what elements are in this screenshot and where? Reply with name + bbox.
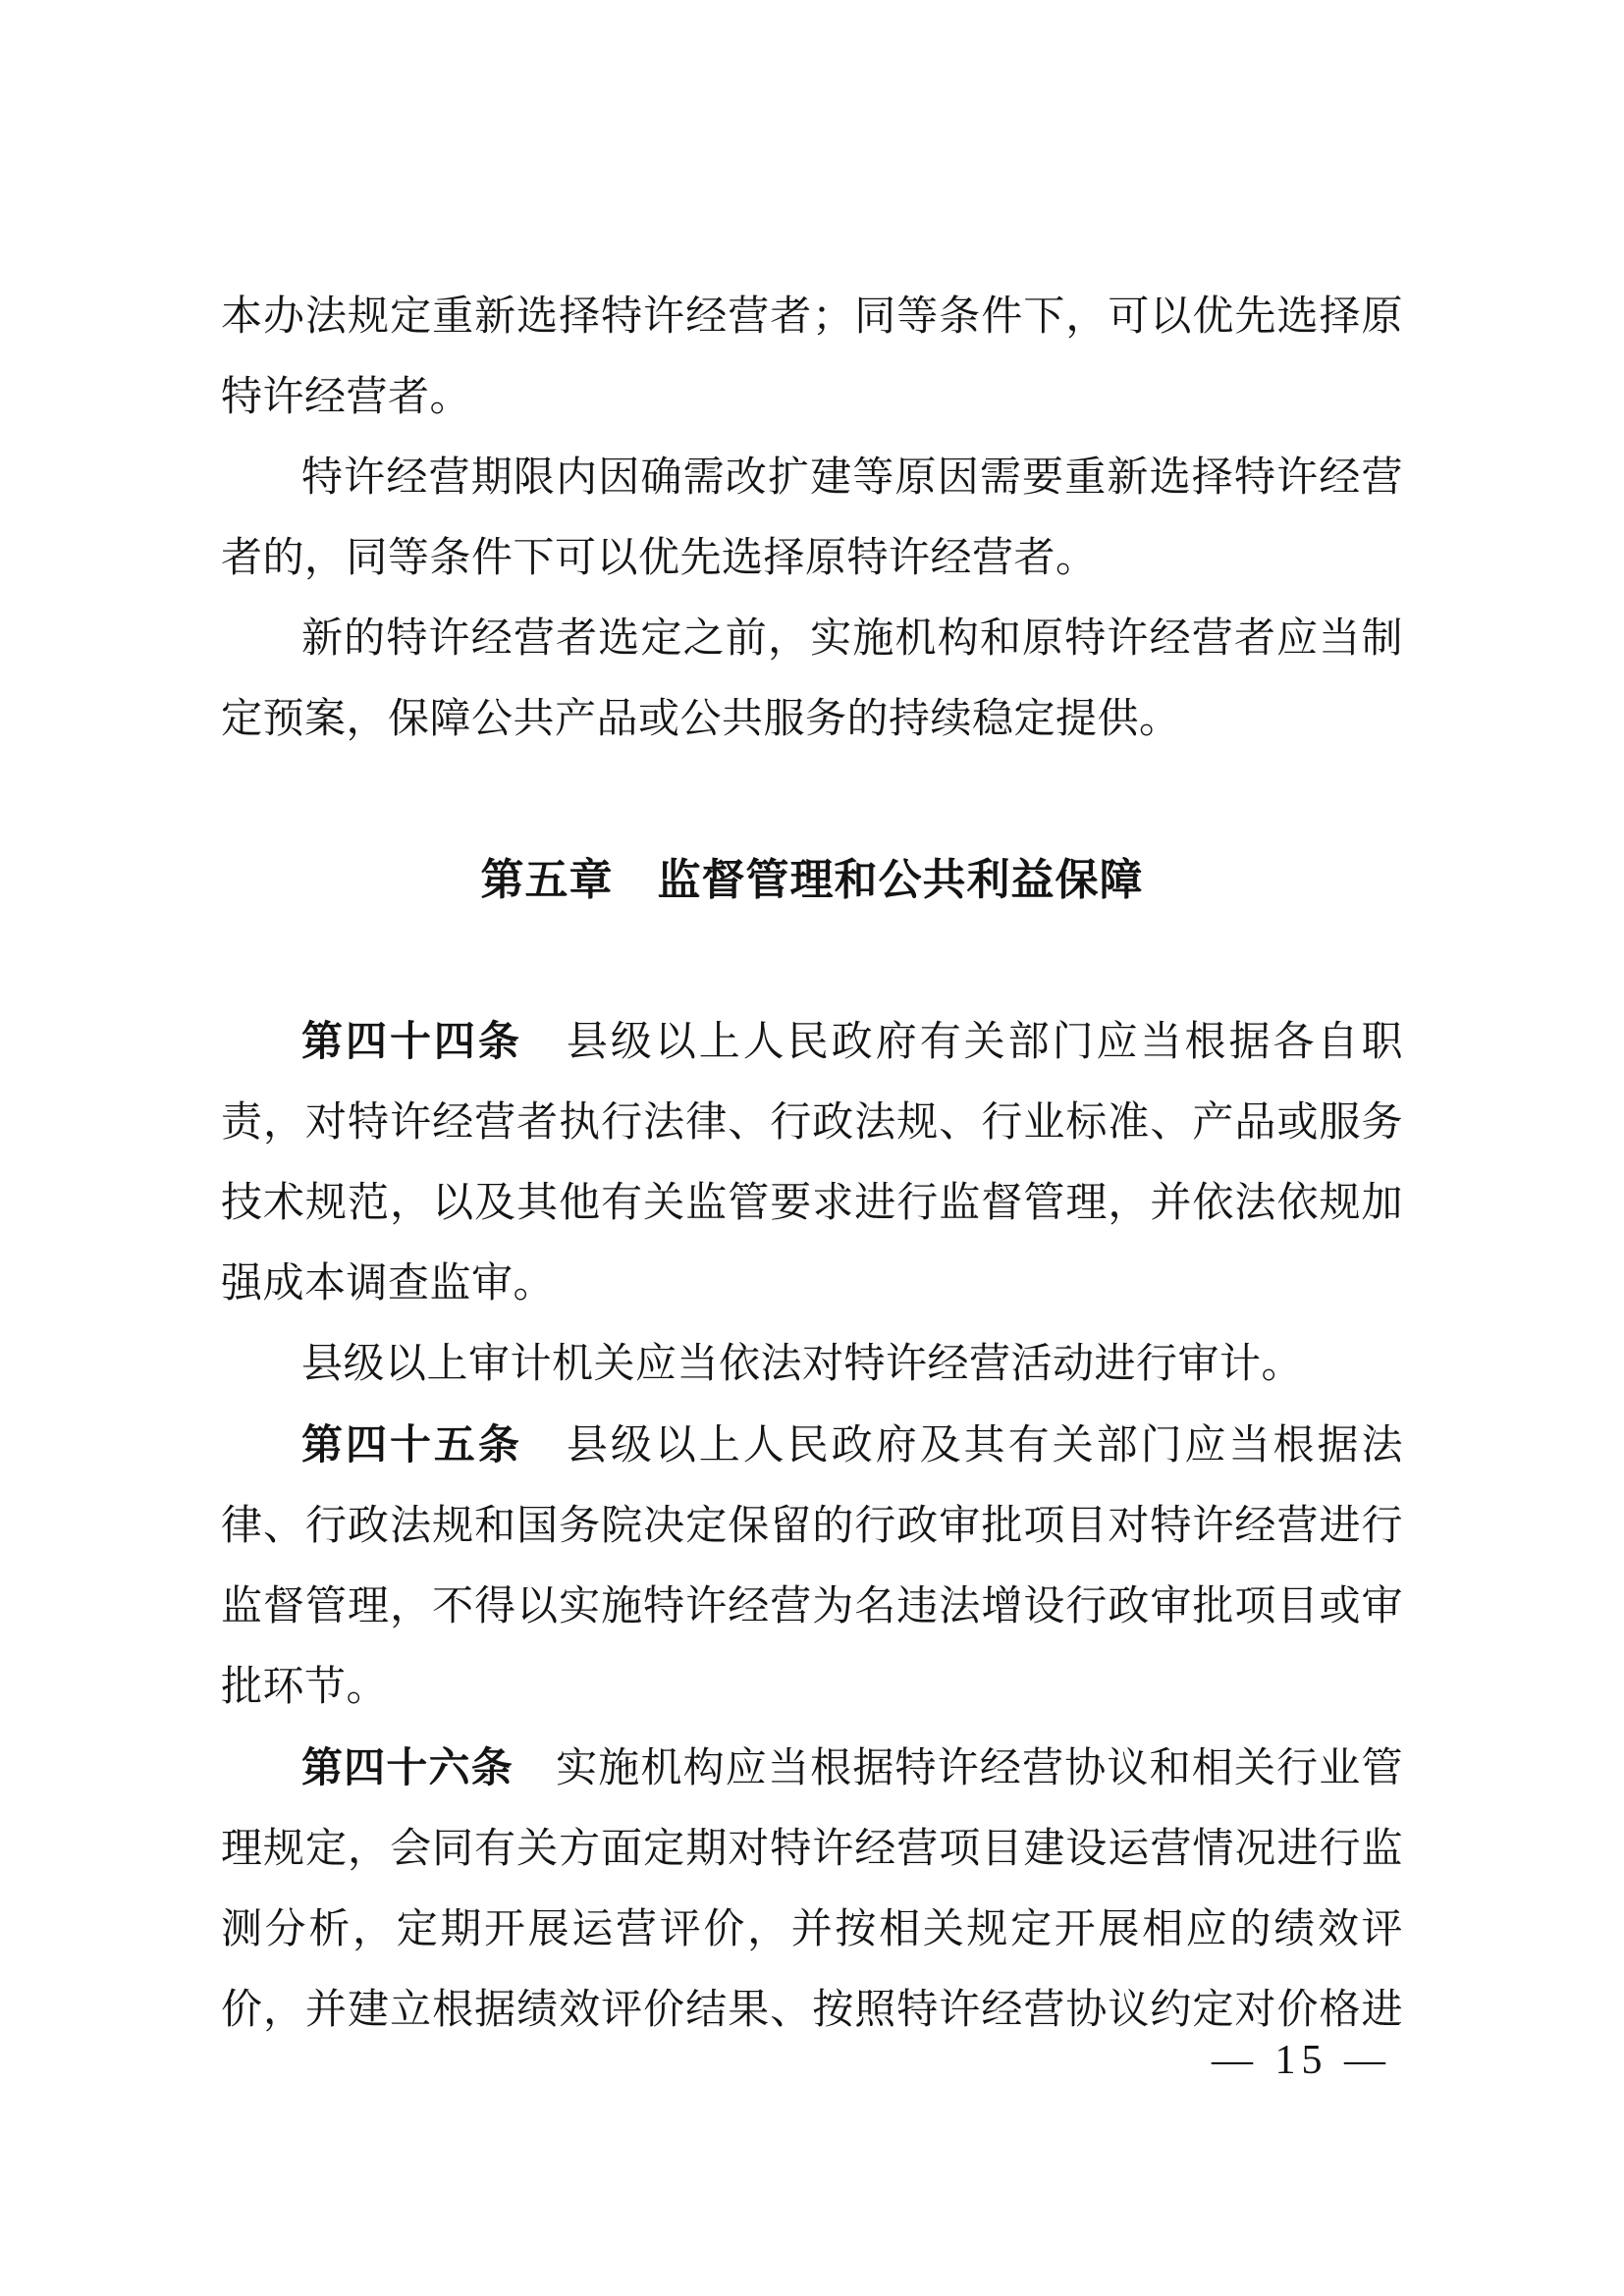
text-line [221, 1405, 1403, 1486]
text-run: 县级以上审计机关应当依法对特许经营活动进行审计。 [301, 1342, 1304, 1387]
text-line [221, 1486, 1403, 1567]
text-run: 强成本调查监审。 [221, 1261, 556, 1307]
document-body [221, 277, 1403, 2051]
text-line [221, 1244, 1403, 1324]
text-run: 新的特许经营者选定之前，实施机构和原特许经营者应当制 [301, 616, 1403, 662]
text-line [221, 1163, 1403, 1244]
text-line [221, 1809, 1403, 1890]
text-line [221, 599, 1403, 679]
text-line [221, 1647, 1403, 1728]
text-run: 测分析，定期开展运营评价，并按相关规定开展相应的绩效评 [221, 1907, 1403, 1952]
text-run: 价，并建立根据绩效评价结果、按照特许经营协议约定对价格进 [221, 1988, 1403, 2033]
text-run: 理规定，会同有关方面定期对特许经营项目建设运营情况进行监 [221, 1827, 1403, 1872]
text-run: 者的，同等条件下可以优先选择原特许经营者。 [221, 536, 1098, 581]
text-line [221, 1083, 1403, 1163]
text-run: 特许经营期限内因确需改扩建等原因需要重新选择特许经营 [301, 455, 1403, 501]
text-run: 本办法规定重新选择特许经营者；同等条件下，可以优先选择原 [221, 294, 1403, 340]
article-number: 第四十五条 [301, 1421, 522, 1468]
text-line [221, 1890, 1403, 1970]
text-line [221, 1324, 1403, 1405]
text-line [221, 1001, 1403, 1083]
text-line [221, 438, 1403, 518]
article-number: 第四十四条 [301, 1018, 522, 1064]
text-run: 县级以上人民政府有关部门应当根据各自职 [521, 1020, 1403, 1065]
text-run: 律、行政法规和国务院决定保留的行政审批项目对特许经营进行 [221, 1504, 1403, 1549]
text-run: 责，对特许经营者执行法律、行政法规、行业标准、产品或服务 [221, 1100, 1403, 1146]
page-footer [221, 2030, 1391, 2091]
text-line [221, 518, 1403, 599]
text-line [221, 1567, 1403, 1647]
text-run: 监督管理，不得以实施特许经营为名违法增设行政审批项目或审 [221, 1584, 1403, 1629]
text-line [221, 357, 1403, 438]
text-line [221, 1728, 1403, 1809]
text-line [221, 679, 1403, 760]
text-run: 定预案，保障公共产品或公共服务的持续稳定提供。 [221, 697, 1181, 742]
text-run: 技术规范，以及其他有关监管要求进行监督管理，并依法依规加 [221, 1181, 1403, 1226]
text-line [221, 277, 1403, 357]
article-number: 第四十六条 [301, 1744, 514, 1790]
text-run: 特许经营者。 [221, 375, 472, 420]
page-number: — 15 — [1212, 2038, 1391, 2083]
text-run: 县级以上人民政府及其有关部门应当根据法 [521, 1423, 1403, 1468]
chapter-heading: 第五章 监督管理和公共利益保障 [480, 856, 1144, 904]
text-run: 实施机构应当根据特许经营协议和相关行业管 [513, 1746, 1403, 1791]
text-run: 批环节。 [221, 1665, 389, 1710]
